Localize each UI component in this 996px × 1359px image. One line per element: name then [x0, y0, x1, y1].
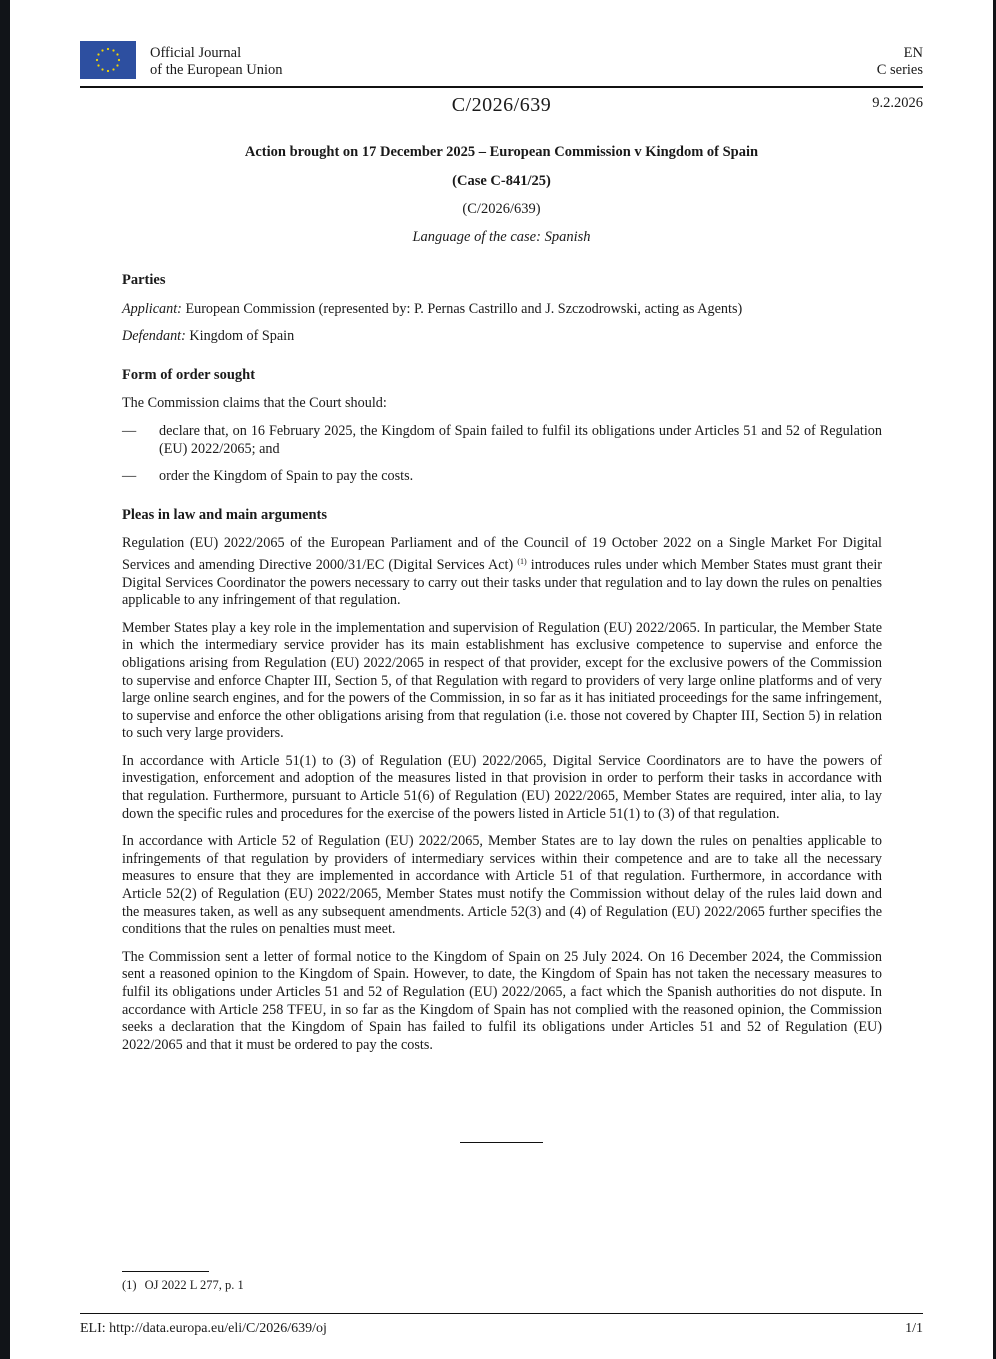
- pleas-paragraph-3: In accordance with Article 51(1) to (3) of Regulation (EU) 2022/2065, Digital Service Coordinators are to have the powers of investigation, enforcement and adoption of the measures listed in that provision in order to perform their tasks in accordance with that regulation. Furthermore, pursuant to Article 51(6) of Regulation (EU) 2022/2065, Member States are required, inter alia, to lay down the specific rules and procedures for the exercise of the powers listed in Article 51(1) to (3) of that regulation.: [122, 752, 882, 822]
- list-dash: —: [122, 422, 137, 439]
- document-reference: (C/2026/639): [462, 201, 541, 217]
- journal-title-line2: of the European Union: [150, 62, 283, 78]
- applicant-line: [122, 301, 882, 319]
- language-of-case: Language of the case: Spanish: [412, 229, 591, 245]
- paragraph-text: introduces rules under which Member States must grant their Digital Services Coordinator the powers necessary to carry out their tasks under that regulation and to lay down the rules on penalties applicable to any infringement of that regulation.: [122, 556, 882, 609]
- section-heading-form-of-order: Form of order sought: [122, 366, 256, 383]
- list-item: [122, 468, 882, 486]
- pleas-paragraph-5: The Commission sent a letter of formal notice to the Kingdom of Spain on 25 July 2024. On 16 December 2024, the Commission sent a reasoned opinion to the Kingdom of Spain. However, to date, the Kingdom of Spain has not taken the necessary measures to fulfil its obligations under Articles 51 and 52 of Regulation (EU) 2022/2065, a fact which the Spanish authorities do not dispute. In accordance with Article 258 TFEU, in so far as the Kingdom of Spain has not complied with the reasoned opinion, the Commission seeks a declaration that the Kingdom of Spain has failed to fulfil its obligations under Articles 51 and 52 of Regulation (EU) 2022/2065 and that it must be ordered to pay the costs.: [122, 948, 882, 1053]
- paragraph-text: Regulation (EU) 2022/2065 of the European Parliament and of the Council of 19 October 2022 on a Single Market For Digital Services and amending Directive 2000/31/EC (Digital Services Act): [122, 535, 882, 573]
- applicant-label: Applicant:: [122, 300, 182, 317]
- document-id: C/2026/639: [451, 94, 552, 116]
- eu-flag-icon: [80, 41, 136, 79]
- document-title: Action brought on 17 December 2025 – European Commission v Kingdom of Spain: [244, 144, 759, 160]
- journal-title: [150, 45, 282, 79]
- page-number: 1/1: [905, 1321, 923, 1336]
- footnote-mark: (1): [122, 1278, 137, 1292]
- list-item: [122, 423, 882, 458]
- pleas-paragraph-1: [122, 535, 882, 609]
- document-page: [10, 0, 993, 1359]
- journal-title-line1: Official Journal: [150, 45, 242, 61]
- footnote-text: OJ 2022 L 277, p. 1: [144, 1278, 244, 1292]
- series-label: C series: [876, 62, 923, 78]
- list-item-text: order the Kingdom of Spain to pay the costs.: [159, 468, 414, 485]
- pleas-paragraph-2: Member States play a key role in the implementation and supervision of Regulation (EU) 2022/2065. In particular, the Member State in which the intermediary service provider has its main establishment has exclusive competence to supervise and enforce the obligations arising from Regulation (EU) 2022/2065 in respect of that provider, except for the exclusive powers of the Commission to supervise and enforce Chapter III, Section 5, of that Regulation with regard to providers of very large online platforms and of very large online search engines, and for the powers of the Commission, in so far as it has initiated proceedings for the same infringement, to supervise and enforce the other obligations arising from that regulation (i.e. those not covered by Chapter III, Section 5) in relation to such very large providers.: [122, 619, 882, 742]
- title-block: [10, 143, 993, 246]
- applicant-text: European Commission (represented by: P. Pernas Castrillo and J. Szczodrowski, acting as Agents): [181, 300, 743, 317]
- footnote: [122, 1277, 244, 1293]
- document-body: [122, 272, 882, 1064]
- end-of-text-divider: [460, 1142, 543, 1143]
- form-of-order-intro: The Commission claims that the Court should:: [122, 395, 387, 412]
- header-divider: [80, 86, 923, 88]
- eli-link[interactable]: ELI: http://data.europa.eu/eli/C/2026/639/oj: [80, 1321, 327, 1336]
- list-dash: —: [122, 468, 137, 485]
- language-code: EN: [903, 45, 923, 61]
- footer-divider: [80, 1313, 923, 1314]
- list-item-text: declare that, on 16 February 2025, the Kingdom of Spain failed to fulfil its obligations under Articles 51 and 52 of Regulation (EU) 2022/2065; and: [159, 422, 882, 457]
- footnote-divider: [122, 1271, 209, 1272]
- section-heading-parties: Parties: [122, 272, 166, 288]
- pleas-paragraph-4: In accordance with Article 52 of Regulation (EU) 2022/2065, Member States are to lay down the rules on penalties applicable to infringements of that regulation by providers of intermediary services within their competence and are to take all the necessary measures to ensure that they are implemented in accordance with Article 51 of that regulation. Furthermore, in accordance with Article 52(2) of Regulation (EU) 2022/2065, Member States must notify the Commission without delay of the rules laid down and the measures taken, as well as any subsequent amendments. Article 52(3) and (4) of Regulation (EU) 2022/2065 further specifies the conditions that the rules on penalties must meet.: [122, 833, 882, 938]
- section-heading-pleas: Pleas in law and main arguments: [122, 506, 328, 523]
- defendant-line: [122, 328, 882, 346]
- defendant-label: Defendant:: [122, 328, 186, 345]
- footnote-reference-link[interactable]: (1): [517, 556, 527, 566]
- publication-date: 9.2.2026: [872, 95, 923, 111]
- case-number: (Case C-841/25): [452, 173, 551, 189]
- defendant-text: Kingdom of Spain: [185, 328, 295, 345]
- journal-meta: [877, 45, 923, 79]
